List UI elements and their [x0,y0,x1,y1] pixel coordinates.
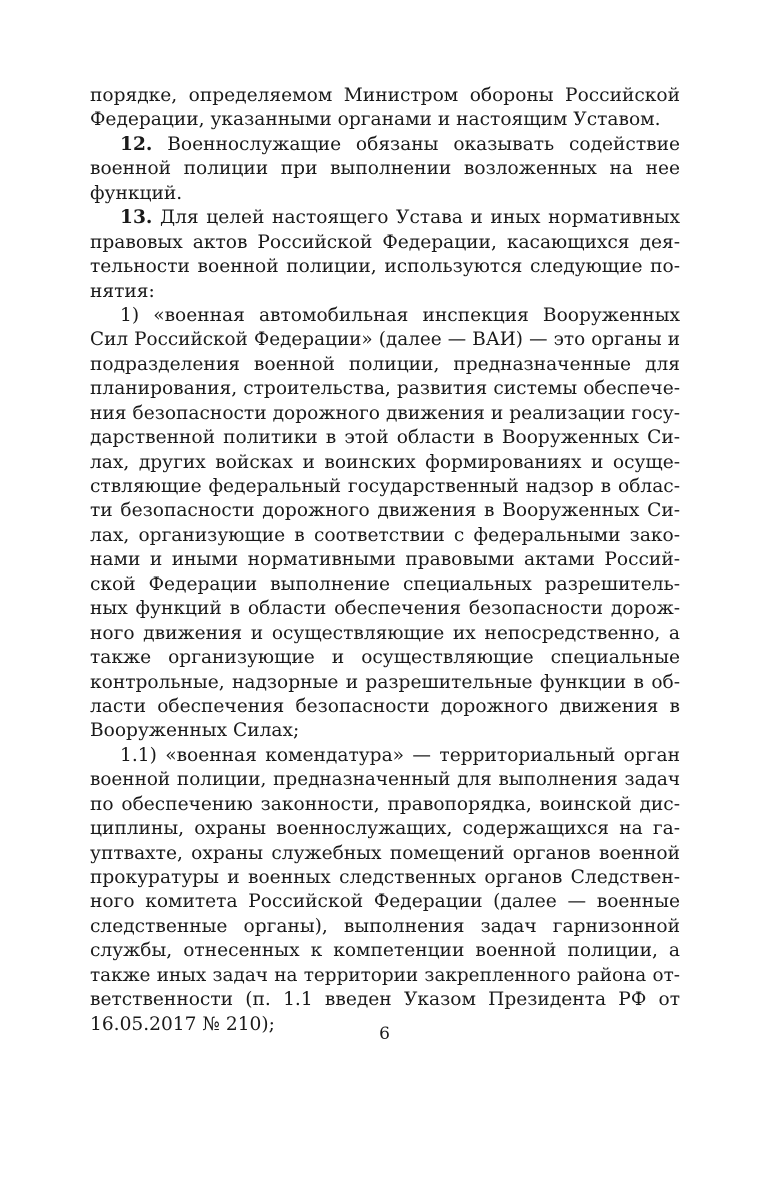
text-line: ных функций в области обеспечения безопасности дорож- [90,598,680,620]
text-line [90,206,680,230]
text-line: по обеспечению законности, правопорядка, воинской дис- [90,793,680,815]
text-line: дарственной политики в этой области в Вооруженных Си- [90,427,680,449]
text-line [90,133,680,157]
paragraph [90,84,680,133]
text-line: ти безопасности дорожного движения в Вооруженных Си- [90,500,680,522]
text-line: нами и иными нормативными правовыми актами Россий- [90,549,680,571]
text-line: подразделения военной полиции, предназначенные для [90,353,680,375]
subitem-1 [90,304,680,744]
text-line: ного движения и осуществляющие их непосредственно, а [90,622,680,644]
text-line: следственные органы), выполнения задач гарнизонной [90,915,680,937]
text-line: лах, других войсках и воинских формированиях и осуще- [90,451,680,473]
text-line: также иных задач на территории закрепленного района от- [90,964,680,986]
text-line: ния безопасности дорожного движения и реализации госу- [90,402,680,424]
text-line: ласти обеспечения безопасности дорожного движения в [90,695,680,717]
text-line: ного комитета Российской Федерации (далее — военные [90,891,680,913]
subitem-1-1 [90,744,680,1037]
text-line: 1.1) «военная комендатура» — территориальный орган [120,744,680,766]
text-line: ской Федерации выполнение специальных разрешитель- [90,573,680,595]
text-line: планирования, строительства, развития системы обеспече- [90,378,680,400]
text-line: порядке, определяемом Министром обороны Российской [90,85,680,106]
text-line: функций. [90,182,183,204]
text-line: военной полиции при выполнении возложенных на нее [90,158,680,180]
text-line: правовых актов Российской Федерации, касающихся дея- [90,231,680,253]
text-line: военной полиции, предназначенный для выполнения задач [90,769,680,791]
text-line: лах, организующие в соответствии с федеральными зако- [90,524,680,546]
text-line: тельности военной полиции, используются следующие по- [90,256,680,278]
paragraph-number: 13. [120,207,153,229]
paragraph-12 [90,133,680,206]
text-line: уптвахте, охраны служебных помещений органов военной [90,842,680,864]
text-line: контрольные, надзорные и разрешительные функции в об- [90,671,680,693]
text-line: прокуратуры и военных следственных органов Следствен- [90,867,680,888]
text-line: ствляющие федеральный государственный надзор в облас- [90,476,680,497]
paragraph-number: 12. [120,133,153,155]
text-line: также организующие и осуществляющие специальные [90,647,680,669]
text-line: службы, отнесенных к компетенции военной полиции, а [90,940,680,962]
text-line: Федерации, указанными органами и настоящим Уставом. [90,109,661,131]
paragraph-13 [90,206,680,304]
text-line: ветственности (п. 1.1 введен Указом Президента РФ от [90,989,680,1011]
text-fragment: Военнослужащие обязаны оказывать содействие [152,133,680,155]
text-line: Вооруженных Силах; [90,720,300,742]
text-line: 1) «военная автомобильная инспекция Вооруженных [120,304,680,326]
page-body [90,84,680,1037]
text-fragment: Для целей настоящего Устава и иных нормативных [152,207,680,229]
page-number: 6 [379,1024,390,1044]
text-line: Сил Российской Федерации» (далее — ВАИ) — это органы и [90,329,680,351]
text-line: циплины, охраны военнослужащих, содержащихся на га- [90,818,680,840]
text-line: 16.05.2017 № 210); [90,1013,275,1035]
text-line: нятия: [90,280,155,302]
